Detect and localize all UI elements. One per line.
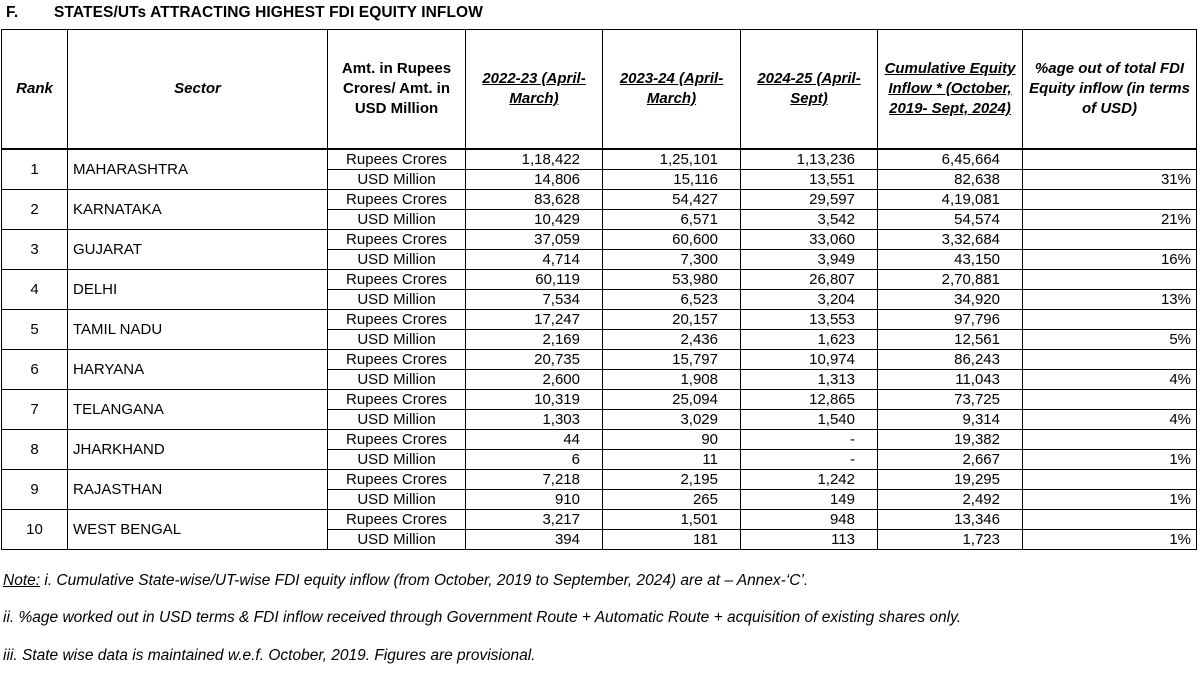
value-cell: 44 xyxy=(466,430,603,450)
value-cell: 60,119 xyxy=(466,270,603,290)
unit-cell: USD Million xyxy=(328,530,466,550)
state-name-cell: TELANGANA xyxy=(68,390,328,430)
cumulative-cell: 97,796 xyxy=(878,310,1023,330)
value-cell: 3,217 xyxy=(466,510,603,530)
percentage-cell: 21% xyxy=(1023,210,1197,230)
percentage-cell-empty xyxy=(1023,310,1197,330)
value-cell: - xyxy=(741,450,878,470)
value-cell: 33,060 xyxy=(741,230,878,250)
cumulative-cell: 86,243 xyxy=(878,350,1023,370)
table-row xyxy=(2,390,1197,410)
cumulative-cell: 2,70,881 xyxy=(878,270,1023,290)
percentage-cell: 5% xyxy=(1023,330,1197,350)
state-name-cell: HARYANA xyxy=(68,350,328,390)
value-cell: 1,25,101 xyxy=(603,149,741,170)
value-cell: 60,600 xyxy=(603,230,741,250)
value-cell: 265 xyxy=(603,490,741,510)
value-cell: 1,623 xyxy=(741,330,878,350)
value-cell: 1,303 xyxy=(466,410,603,430)
unit-cell: Rupees Crores xyxy=(328,350,466,370)
rank-cell: 9 xyxy=(2,470,68,510)
value-cell: 13,553 xyxy=(741,310,878,330)
percentage-cell-empty xyxy=(1023,350,1197,370)
value-cell: 6,571 xyxy=(603,210,741,230)
value-cell: 10,319 xyxy=(466,390,603,410)
value-cell: 1,501 xyxy=(603,510,741,530)
cumulative-cell: 54,574 xyxy=(878,210,1023,230)
table-header-row xyxy=(2,30,1197,150)
unit-cell: Rupees Crores xyxy=(328,230,466,250)
value-cell: - xyxy=(741,430,878,450)
value-cell: 10,974 xyxy=(741,350,878,370)
rank-cell: 10 xyxy=(2,510,68,550)
col-2023-24-header: 2023-24 (April-March) xyxy=(603,30,741,150)
value-cell: 83,628 xyxy=(466,190,603,210)
col-2024-25-header: 2024-25 (April-Sept) xyxy=(741,30,878,150)
unit-cell: Rupees Crores xyxy=(328,390,466,410)
col-sector-header: Sector xyxy=(68,30,328,150)
value-cell: 10,429 xyxy=(466,210,603,230)
unit-cell: USD Million xyxy=(328,370,466,390)
cumulative-cell: 9,314 xyxy=(878,410,1023,430)
note-1-text: i. Cumulative State-wise/UT-wise FDI equity inflow (from October, 2019 to September, 2024) are at – Annex-‘C’. xyxy=(44,572,809,589)
note-3: iii. State wise data is maintained w.e.f. October, 2019. Figures are provisional. xyxy=(3,647,536,664)
unit-cell: USD Million xyxy=(328,490,466,510)
value-cell: 26,807 xyxy=(741,270,878,290)
section-heading xyxy=(6,4,483,22)
table-row xyxy=(2,190,1197,210)
value-cell: 1,242 xyxy=(741,470,878,490)
value-cell: 910 xyxy=(466,490,603,510)
percentage-cell-empty xyxy=(1023,430,1197,450)
fdi-table xyxy=(1,29,1197,550)
value-cell: 13,551 xyxy=(741,170,878,190)
value-cell: 54,427 xyxy=(603,190,741,210)
percentage-cell: 1% xyxy=(1023,530,1197,550)
value-cell: 1,13,236 xyxy=(741,149,878,170)
value-cell: 53,980 xyxy=(603,270,741,290)
percentage-cell: 4% xyxy=(1023,410,1197,430)
value-cell: 6 xyxy=(466,450,603,470)
cumulative-cell: 13,346 xyxy=(878,510,1023,530)
section-title: STATES/UTs ATTRACTING HIGHEST FDI EQUITY INFLOW xyxy=(54,4,483,21)
rank-cell: 3 xyxy=(2,230,68,270)
table-row xyxy=(2,470,1197,490)
value-cell: 20,157 xyxy=(603,310,741,330)
unit-cell: Rupees Crores xyxy=(328,510,466,530)
table-row xyxy=(2,230,1197,250)
cumulative-cell: 82,638 xyxy=(878,170,1023,190)
cumulative-cell: 2,667 xyxy=(878,450,1023,470)
unit-cell: USD Million xyxy=(328,330,466,350)
value-cell: 948 xyxy=(741,510,878,530)
unit-cell: USD Million xyxy=(328,410,466,430)
unit-cell: USD Million xyxy=(328,250,466,270)
rank-cell: 4 xyxy=(2,270,68,310)
value-cell: 1,18,422 xyxy=(466,149,603,170)
unit-cell: Rupees Crores xyxy=(328,310,466,330)
value-cell: 1,313 xyxy=(741,370,878,390)
value-cell: 6,523 xyxy=(603,290,741,310)
value-cell: 4,714 xyxy=(466,250,603,270)
col-percentage-header: %age out of total FDI Equity inflow (in terms of USD) xyxy=(1023,30,1197,150)
cumulative-cell: 43,150 xyxy=(878,250,1023,270)
value-cell: 7,218 xyxy=(466,470,603,490)
state-name-cell: WEST BENGAL xyxy=(68,510,328,550)
percentage-cell-empty xyxy=(1023,270,1197,290)
unit-cell: USD Million xyxy=(328,290,466,310)
value-cell: 7,300 xyxy=(603,250,741,270)
unit-cell: Rupees Crores xyxy=(328,149,466,170)
percentage-cell: 13% xyxy=(1023,290,1197,310)
value-cell: 2,600 xyxy=(466,370,603,390)
value-cell: 3,949 xyxy=(741,250,878,270)
percentage-cell-empty xyxy=(1023,510,1197,530)
value-cell: 29,597 xyxy=(741,190,878,210)
table-row xyxy=(2,149,1197,170)
state-name-cell: TAMIL NADU xyxy=(68,310,328,350)
percentage-cell-empty xyxy=(1023,149,1197,170)
cumulative-cell: 2,492 xyxy=(878,490,1023,510)
cumulative-cell: 3,32,684 xyxy=(878,230,1023,250)
table-row xyxy=(2,430,1197,450)
value-cell: 1,908 xyxy=(603,370,741,390)
table-row xyxy=(2,510,1197,530)
value-cell: 7,534 xyxy=(466,290,603,310)
value-cell: 25,094 xyxy=(603,390,741,410)
table-row xyxy=(2,350,1197,370)
note-label: Note: xyxy=(3,572,41,589)
unit-cell: USD Million xyxy=(328,170,466,190)
unit-cell: Rupees Crores xyxy=(328,470,466,490)
value-cell: 17,247 xyxy=(466,310,603,330)
col-unit-header: Amt. in Rupees Crores/ Amt. in USD Million xyxy=(328,30,466,150)
unit-cell: Rupees Crores xyxy=(328,430,466,450)
value-cell: 2,169 xyxy=(466,330,603,350)
value-cell: 15,797 xyxy=(603,350,741,370)
value-cell: 3,204 xyxy=(741,290,878,310)
value-cell: 3,029 xyxy=(603,410,741,430)
rank-cell: 8 xyxy=(2,430,68,470)
percentage-cell: 4% xyxy=(1023,370,1197,390)
value-cell: 12,865 xyxy=(741,390,878,410)
cumulative-cell: 12,561 xyxy=(878,330,1023,350)
cumulative-cell: 73,725 xyxy=(878,390,1023,410)
unit-cell: USD Million xyxy=(328,210,466,230)
value-cell: 181 xyxy=(603,530,741,550)
rank-cell: 1 xyxy=(2,149,68,190)
table-row xyxy=(2,310,1197,330)
value-cell: 15,116 xyxy=(603,170,741,190)
percentage-cell: 16% xyxy=(1023,250,1197,270)
cumulative-cell: 11,043 xyxy=(878,370,1023,390)
cumulative-cell: 1,723 xyxy=(878,530,1023,550)
cumulative-cell: 4,19,081 xyxy=(878,190,1023,210)
cumulative-cell: 19,382 xyxy=(878,430,1023,450)
state-name-cell: KARNATAKA xyxy=(68,190,328,230)
note-2: ii. %age worked out in USD terms & FDI inflow received through Government Route + Automatic Route + acquisition of existing shares only. xyxy=(3,609,962,626)
table-row xyxy=(2,270,1197,290)
value-cell: 2,436 xyxy=(603,330,741,350)
percentage-cell: 1% xyxy=(1023,450,1197,470)
unit-cell: Rupees Crores xyxy=(328,190,466,210)
state-name-cell: RAJASTHAN xyxy=(68,470,328,510)
value-cell: 113 xyxy=(741,530,878,550)
percentage-cell: 31% xyxy=(1023,170,1197,190)
rank-cell: 5 xyxy=(2,310,68,350)
col-2022-23-header: 2022-23 (April-March) xyxy=(466,30,603,150)
value-cell: 149 xyxy=(741,490,878,510)
value-cell: 37,059 xyxy=(466,230,603,250)
value-cell: 2,195 xyxy=(603,470,741,490)
state-name-cell: JHARKHAND xyxy=(68,430,328,470)
cumulative-cell: 6,45,664 xyxy=(878,149,1023,170)
note-1 xyxy=(3,572,808,590)
section-letter: F. xyxy=(6,4,19,21)
percentage-cell-empty xyxy=(1023,230,1197,250)
cumulative-cell: 19,295 xyxy=(878,470,1023,490)
rank-cell: 7 xyxy=(2,390,68,430)
value-cell: 394 xyxy=(466,530,603,550)
value-cell: 14,806 xyxy=(466,170,603,190)
state-name-cell: DELHI xyxy=(68,270,328,310)
col-rank-header: Rank xyxy=(2,30,68,150)
percentage-cell-empty xyxy=(1023,390,1197,410)
percentage-cell: 1% xyxy=(1023,490,1197,510)
value-cell: 1,540 xyxy=(741,410,878,430)
value-cell: 11 xyxy=(603,450,741,470)
percentage-cell-empty xyxy=(1023,190,1197,210)
unit-cell: USD Million xyxy=(328,450,466,470)
rank-cell: 2 xyxy=(2,190,68,230)
state-name-cell: GUJARAT xyxy=(68,230,328,270)
cumulative-cell: 34,920 xyxy=(878,290,1023,310)
col-cumulative-header: Cumulative Equity Inflow * (October, 2019- Sept, 2024) xyxy=(878,30,1023,150)
state-name-cell: MAHARASHTRA xyxy=(68,149,328,190)
value-cell: 3,542 xyxy=(741,210,878,230)
rank-cell: 6 xyxy=(2,350,68,390)
unit-cell: Rupees Crores xyxy=(328,270,466,290)
percentage-cell-empty xyxy=(1023,470,1197,490)
value-cell: 20,735 xyxy=(466,350,603,370)
value-cell: 90 xyxy=(603,430,741,450)
